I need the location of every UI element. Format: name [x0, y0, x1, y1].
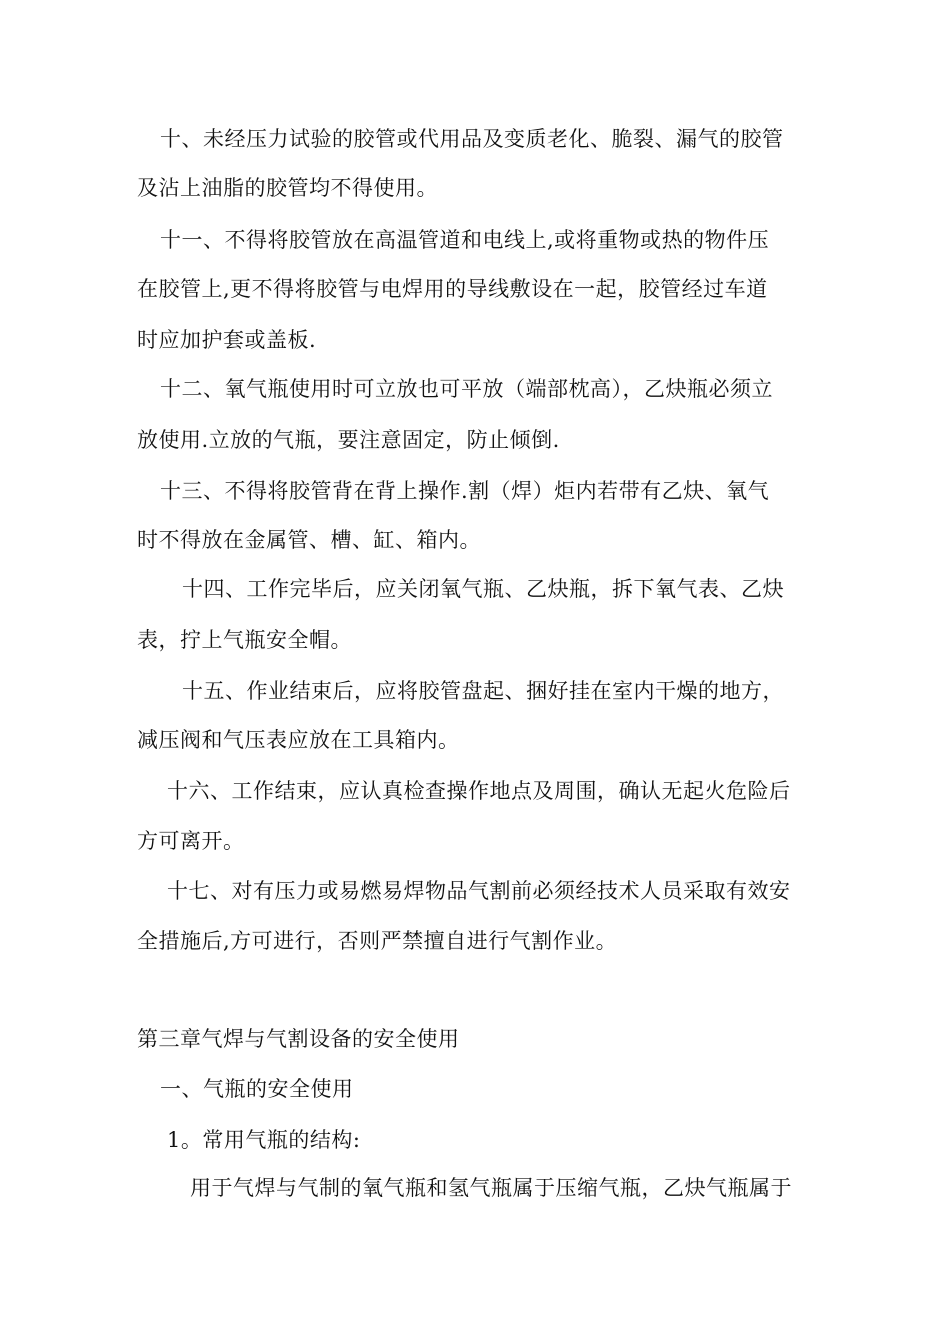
para-11-line-2: 在胶管上,更不得将胶管与电焊用的导线敷设在一起，胶管经过车道: [137, 277, 768, 301]
para-17-line-2: 全措施后,方可进行，否则严禁擅自进行气割作业。: [137, 929, 618, 953]
para-16-line-2: 方可离开。: [137, 829, 245, 853]
para-16-line-1: 十六、工作结束，应认真检查操作地点及周围，确认无起火危险后: [167, 779, 791, 803]
para-12-line-2: 放使用.立放的气瓶，要注意固定，防止倾倒.: [137, 428, 560, 452]
body-line: 用于气焊与气制的氧气瓶和氢气瓶属于压缩气瓶，乙炔气瓶属于: [190, 1176, 792, 1200]
chapter-heading: 第三章气焊与气割设备的安全使用: [137, 1027, 460, 1051]
para-10-line-2: 及沾上油脂的胶管均不得使用。: [137, 176, 438, 200]
para-11-line-3: 时应加护套或盖板.: [137, 328, 317, 352]
section-heading: 一、气瓶的安全使用: [160, 1077, 354, 1101]
para-15-line-2: 减压阀和气压表应放在工具箱内。: [137, 728, 460, 752]
subsection-heading: 1。常用气瓶的结构:: [167, 1128, 361, 1152]
para-13-line-2: 时不得放在金属管、槽、缸、箱内。: [137, 528, 481, 552]
para-15-line-1: 十五、作业结束后，应将胶管盘起、捆好挂在室内干燥的地方，: [182, 679, 784, 703]
para-12-line-1: 十二、氧气瓶使用时可立放也可平放（端部枕高），乙炔瓶必须立: [160, 377, 773, 401]
para-17-line-1: 十七、对有压力或易燃易焊物品气割前必须经技术人员采取有效安: [167, 879, 791, 903]
para-14-line-2: 表，拧上气瓶安全帽。: [137, 628, 352, 652]
para-10-line-1: 十、未经压力试验的胶管或代用品及变质老化、脆裂、漏气的胶管: [160, 127, 784, 151]
para-13-line-1: 十三、不得将胶管背在背上操作.割（焊）炬内若带有乙炔、氧气: [160, 479, 770, 503]
para-11-line-1: 十一、不得将胶管放在高温管道和电线上,或将重物或热的物件压: [160, 228, 770, 252]
para-14-line-1: 十四、工作完毕后，应关闭氧气瓶、乙炔瓶，拆下氧气表、乙炔: [182, 577, 784, 601]
